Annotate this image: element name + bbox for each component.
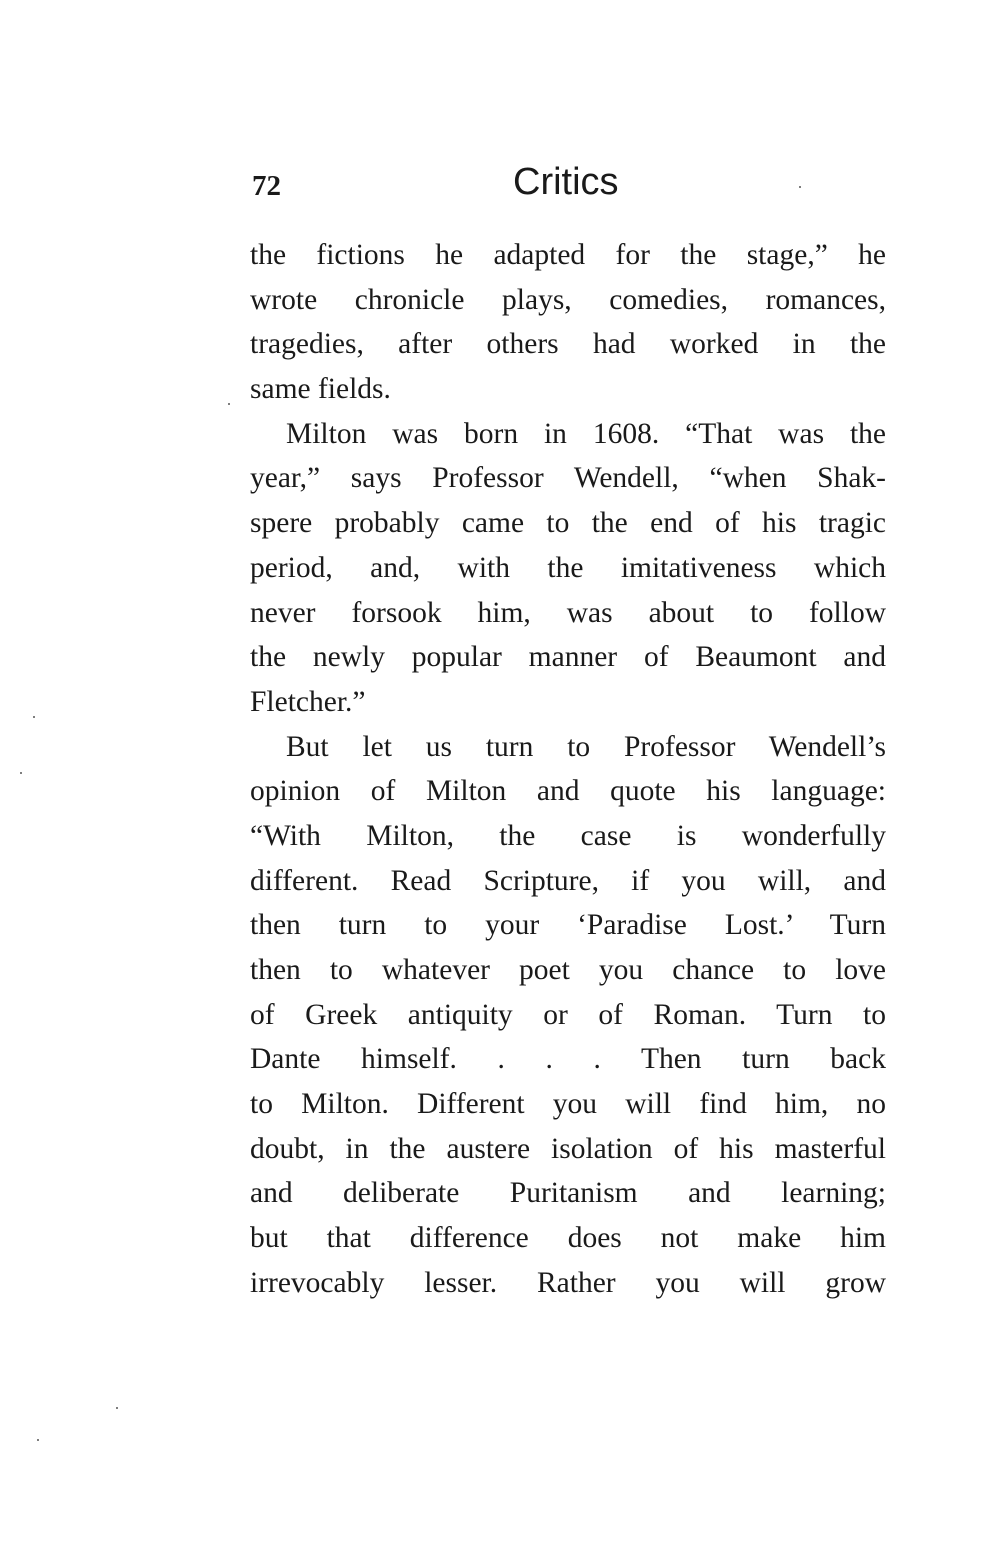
text-line: “With Milton, the case is wonderfully <box>250 819 886 852</box>
text-line: to Milton. Different you will find him, no <box>250 1088 886 1121</box>
text-line: But let us turn to Professor Wendell’s <box>286 730 886 763</box>
scan-speck <box>20 772 22 774</box>
text-line: the fictions he adapted for the stage,” he <box>250 239 886 271</box>
running-title: Critics <box>513 161 619 203</box>
text-line: of Greek antiquity or of Roman. Turn to <box>250 998 886 1031</box>
body-text <box>250 233 886 1306</box>
text-line: Milton was born in 1608. “That was the <box>286 417 886 450</box>
text-line: then turn to your ‘Paradise Lost.’ Turn <box>250 909 886 942</box>
scan-speck <box>799 186 801 188</box>
text-line: wrote chronicle plays, comedies, romances, <box>250 283 886 316</box>
text-line: different. Read Scripture, if you will, and <box>250 864 886 897</box>
scan-speck <box>116 1407 118 1409</box>
page-header <box>250 158 890 208</box>
text-line: tragedies, after others had worked in the <box>250 328 886 361</box>
text-line: opinion of Milton and quote his language: <box>250 775 886 808</box>
text-line: then to whatever poet you chance to love <box>250 954 886 986</box>
text-line: spere probably came to the end of his tragic <box>250 507 886 540</box>
text-line: doubt, in the austere isolation of his masterful <box>250 1132 886 1165</box>
text-line: the newly popular manner of Beaumont and <box>250 641 886 674</box>
text-line: Fletcher.” <box>250 685 366 718</box>
text-line: same fields. <box>250 373 391 406</box>
text-line: but that difference does not make him <box>250 1222 886 1255</box>
text-line: year,” says Professor Wendell, “when Shak- <box>250 462 886 495</box>
text-line: Dante himself. . . . Then turn back <box>250 1043 886 1076</box>
scan-speck <box>37 1439 39 1441</box>
text-line: never forsook him, was about to follow <box>250 596 886 629</box>
text-line: irrevocably lesser. Rather you will grow <box>250 1266 886 1299</box>
text-line: and deliberate Puritanism and learning; <box>250 1177 886 1210</box>
page-number: 72 <box>252 170 281 202</box>
scan-speck <box>33 716 35 718</box>
scan-speck <box>228 403 230 405</box>
text-line: period, and, with the imitativeness which <box>250 551 886 584</box>
